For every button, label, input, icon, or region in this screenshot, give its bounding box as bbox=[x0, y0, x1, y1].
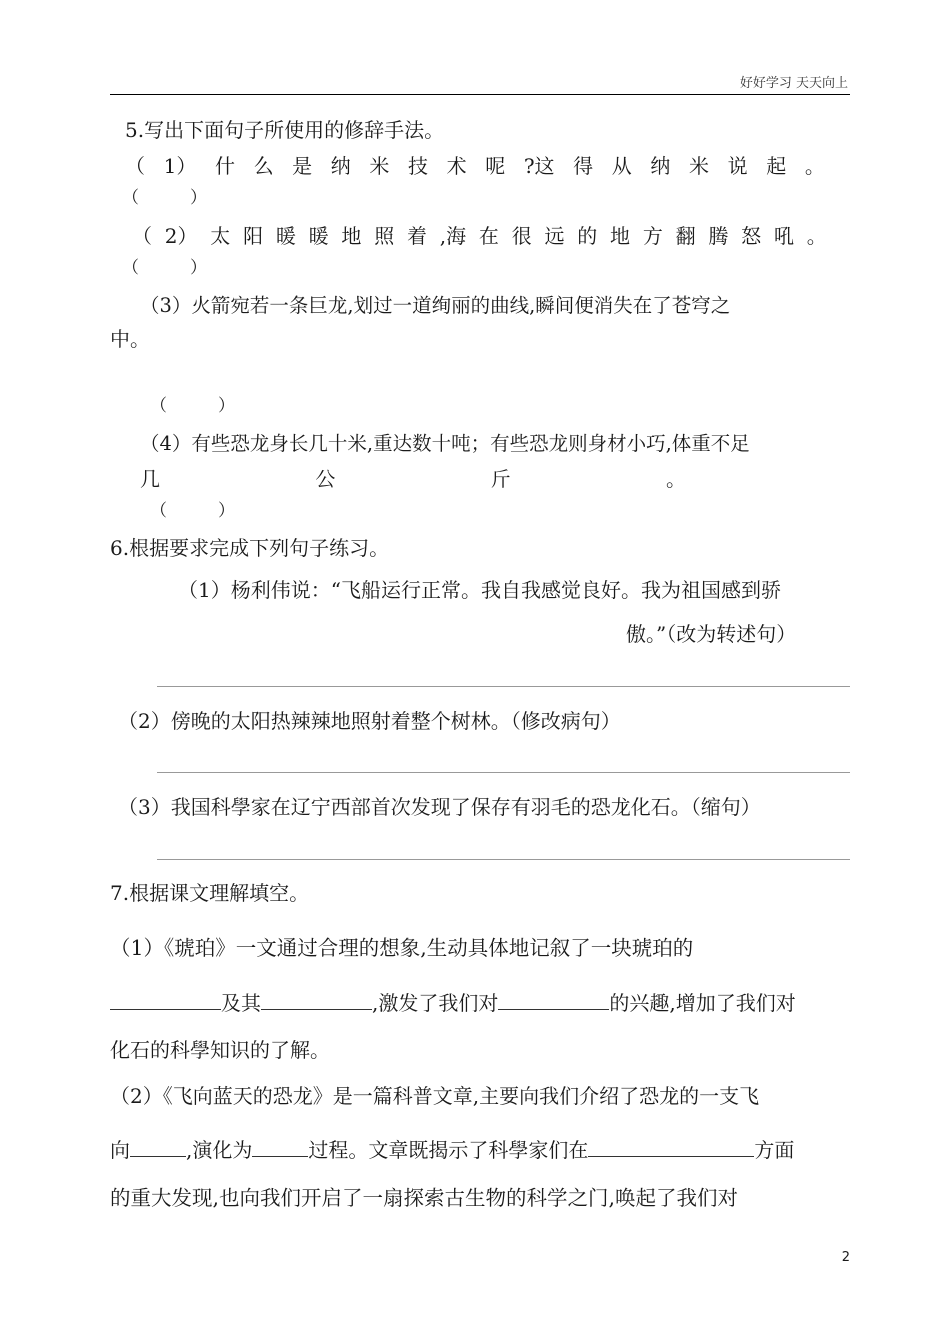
q6-sentence-2: （2）傍晚的太阳热辣辣地照射着整个树林。（修改病句） bbox=[118, 709, 621, 733]
q6-title: 6.根据要求完成下列句子练习。 bbox=[110, 536, 390, 560]
q5-sentence-4-cont: 几 公 斤 。 bbox=[140, 467, 686, 491]
q6-sentence-1-cont: 傲。”（改为转述句） bbox=[626, 622, 797, 646]
fill-blank-4[interactable] bbox=[130, 1136, 186, 1157]
fill-blank-1[interactable] bbox=[110, 989, 221, 1010]
q5-sentence-4: （4）有些恐龙身长几十米,重达数十吨；有些恐龙则身材小巧,体重不足 bbox=[140, 432, 750, 455]
q6-sentence-1: （1）杨利伟说：“飞船运行正常。我自我感觉良好。我为祖国感到骄 bbox=[178, 578, 781, 602]
fill-blank-5[interactable] bbox=[252, 1136, 308, 1157]
q7-title: 7.根据课文理解填空。 bbox=[110, 881, 310, 905]
q6-answer-line-2[interactable] bbox=[157, 772, 850, 773]
q5-title: 5.写出下面句子所使用的修辞手法。 bbox=[125, 118, 445, 142]
q7-sentence-2: （2）《飞向蓝天的恐龙》是一篇科普文章,主要向我们介绍了恐龙的一支飞 bbox=[110, 1084, 760, 1108]
q5-sentence-3-cont: 中。 bbox=[110, 327, 150, 351]
q7-sentence-1: （1）《琥珀》一文通过合理的想象,生动具体地记叙了一块琥珀的 bbox=[110, 936, 694, 960]
page-header: 好好学习 天天向上 bbox=[739, 76, 848, 91]
q5-answer-paren-1: （ ） bbox=[122, 188, 207, 208]
q7-sentence-1-end: 化石的科學知识的了解。 bbox=[110, 1038, 330, 1062]
q7-sentence-1-cont: 及其 ,激发了我们对 的兴趣,增加了我们对 bbox=[110, 989, 796, 1013]
q6-sentence-3: （3）我国科學家在辽宁西部首次发现了保存有羽毛的恐龙化石。（缩句） bbox=[118, 795, 761, 819]
header-divider bbox=[110, 94, 850, 95]
q5-sentence-2: （ 2） 太 阳 暖 暖 地 照 着 ,海 在 很 远 的 地 方 翻 腾 怒 吼 。 bbox=[132, 224, 827, 248]
page-number: 2 bbox=[841, 1250, 850, 1265]
q5-answer-paren-4: （ ） bbox=[150, 501, 235, 521]
q7-sentence-2-cont: 向 ,演化为 过程。文章既揭示了科學家们在 方面 bbox=[110, 1138, 795, 1162]
q5-sentence-1: （ 1） 什 么 是 纳 米 技 术 呢 ?这 得 从 纳 米 说 起 。 bbox=[125, 154, 825, 178]
q5-sentence-3: （3）火箭宛若一条巨龙,划过一道绚丽的曲线,瞬间便消失在了苍穹之 bbox=[140, 294, 731, 317]
q7-sentence-2-end: 的重大发现,也向我们开启了一扇探索古生物的科学之门,唤起了我们对 bbox=[110, 1186, 739, 1210]
q5-answer-paren-3: （ ） bbox=[150, 396, 235, 416]
q6-answer-line-1[interactable] bbox=[157, 686, 850, 687]
fill-blank-2[interactable] bbox=[261, 989, 372, 1010]
fill-blank-6[interactable] bbox=[588, 1136, 754, 1157]
fill-blank-3[interactable] bbox=[498, 989, 609, 1010]
q5-answer-paren-2: （ ） bbox=[122, 258, 207, 278]
q6-answer-line-3[interactable] bbox=[157, 859, 850, 860]
